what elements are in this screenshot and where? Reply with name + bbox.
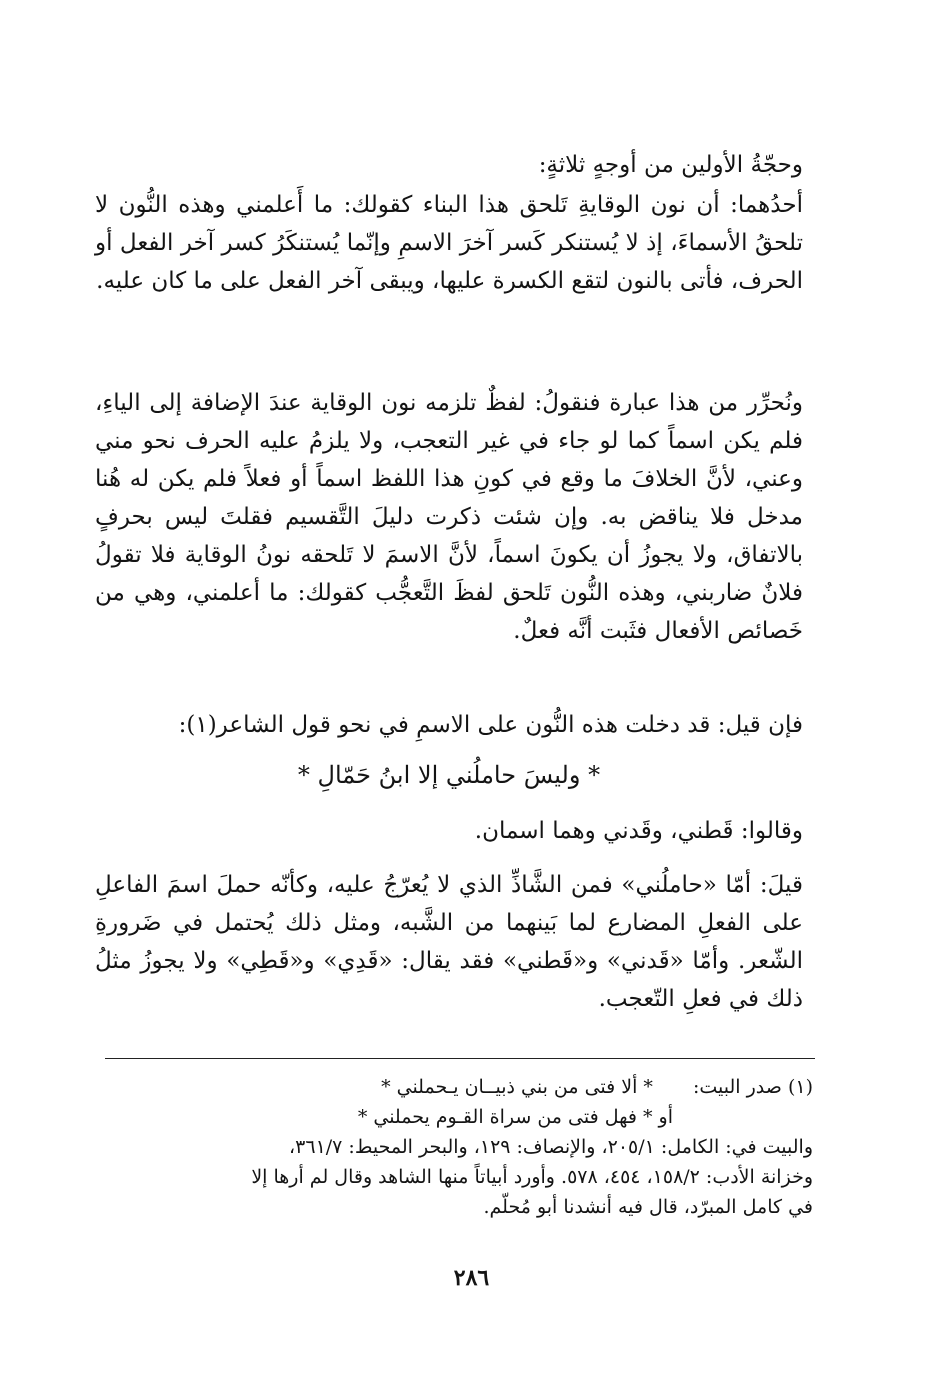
footnote-line-4: وخزانة الأدب: ١٥٨/٢، ٤٥٤، ٥٧٨. وأورد أبياتاً منها الشاهد وقال لم أرها إلا	[251, 1166, 813, 1188]
paragraph-3	[95, 706, 803, 744]
footnote-line-5: في كامل المبرّد، قال فيه أنشدنا أبو مُحلّم.	[483, 1196, 813, 1218]
page-number: ٢٨٦	[453, 1265, 490, 1291]
paragraph-2-text: ونُحرِّر من هذا عبارة فنقولُ: لفظٌ تلزمه نون الوقاية عندَ الإضافة إلى الياءِ، فلم يكن اسماً كما لو جاء في غير التعجب، ولا يلزمُ عليه الحرف نحو مني وعني، لأنَّ الخلافَ ما وقع في كونِ هذا اللفظ اسماً أو فعلاً فلم يكن له هُنا مدخل فلا يناقض به. وإن شئت ذكرت دليلَ التَّقسيم فقلتَ ليس بحرفٍ بالاتفاق، ولا يجوزُ أن يكونَ اسماً، لأنَّ الاسمَ لا تَلحقه نونُ الوقاية فلا تقولُ فلانٌ ضاربني، وهذه النُّون تَلحق لفظَ التَّعجُّب كقولك: ما أعلمني، وهي من خَصائص الأفعال فثَبت أنَّه فعلٌ.	[95, 390, 803, 644]
footnote-line-1	[95, 1072, 813, 1102]
footnote-label: (١) صدر البيت:	[692, 1076, 813, 1098]
footnote-or-label: أو	[658, 1106, 673, 1128]
paragraph-3-text: فإن قيل: قد دخلت هذه النُّون على الاسمِ في نحو قول الشاعر(١):	[178, 712, 803, 738]
paragraph-2	[95, 384, 803, 650]
footnote-line-3: والبيت في: الكامل: ٢٠٥/١، والإنصاف: ١٢٩، والبحر المحيط: ٣٦١/٧،	[289, 1136, 813, 1158]
paragraph-5-text: قيلَ: أمّا «حاملُني» فمن الشَّاذِّ الذي لا يُعرّجُ عليه، وكأنّه حملَ اسمَ الفاعلِ على الفعلِ المضارع لما بَينهما من الشَّبه، ومثل ذلك يُحتمل في ضَرورةِ الشّعر. وأمّا «قَدني» و«قَطني» فقد يقال: «قَدِي» و«قَطِي» ولا يجوزُ مثلُ ذلك في فعلِ التّعجب.	[95, 872, 803, 1012]
paragraph-4-text: وقالوا: قَطني، وقَدني وهما اسمان.	[474, 818, 803, 844]
paragraph-4	[95, 812, 803, 850]
footnote	[95, 1072, 813, 1222]
footnote-hemistich-1: * ألا فتى من بني ذبيــان يـحملني *	[381, 1076, 653, 1098]
footnote-hemistich-2: * فهل فتى من سراة القـوم يحملني *	[357, 1106, 653, 1128]
heading-text: وحجّةُ الأولين من أوجهٍ ثلاثةٍ:	[538, 152, 803, 178]
paragraph-1	[95, 186, 803, 300]
paragraph-1-text: أحدُهما: أن نون الوقايةِ تَلحق هذا البناء كقولك: ما أَعلمني وهذه النُّون لا تلحقُ الأسماءَ، إذ لا يُستنكر كَسر آخرَ الاسمِ وإنّما يُستنكَرُ كسر آخر الفعل أو الحرف، فأتى بالنون لتقع الكسرة عليها، ويبقى آخر الفعل على ما كان عليه.	[95, 192, 803, 294]
footnote-line-2	[95, 1102, 813, 1132]
section-heading	[95, 146, 803, 184]
paragraph-5	[95, 866, 803, 1018]
verse-line	[95, 758, 803, 792]
footnote-divider	[105, 1058, 815, 1059]
verse-text: * وليسَ حاملُني إلا ابنُ حَمّالِ *	[297, 761, 601, 789]
